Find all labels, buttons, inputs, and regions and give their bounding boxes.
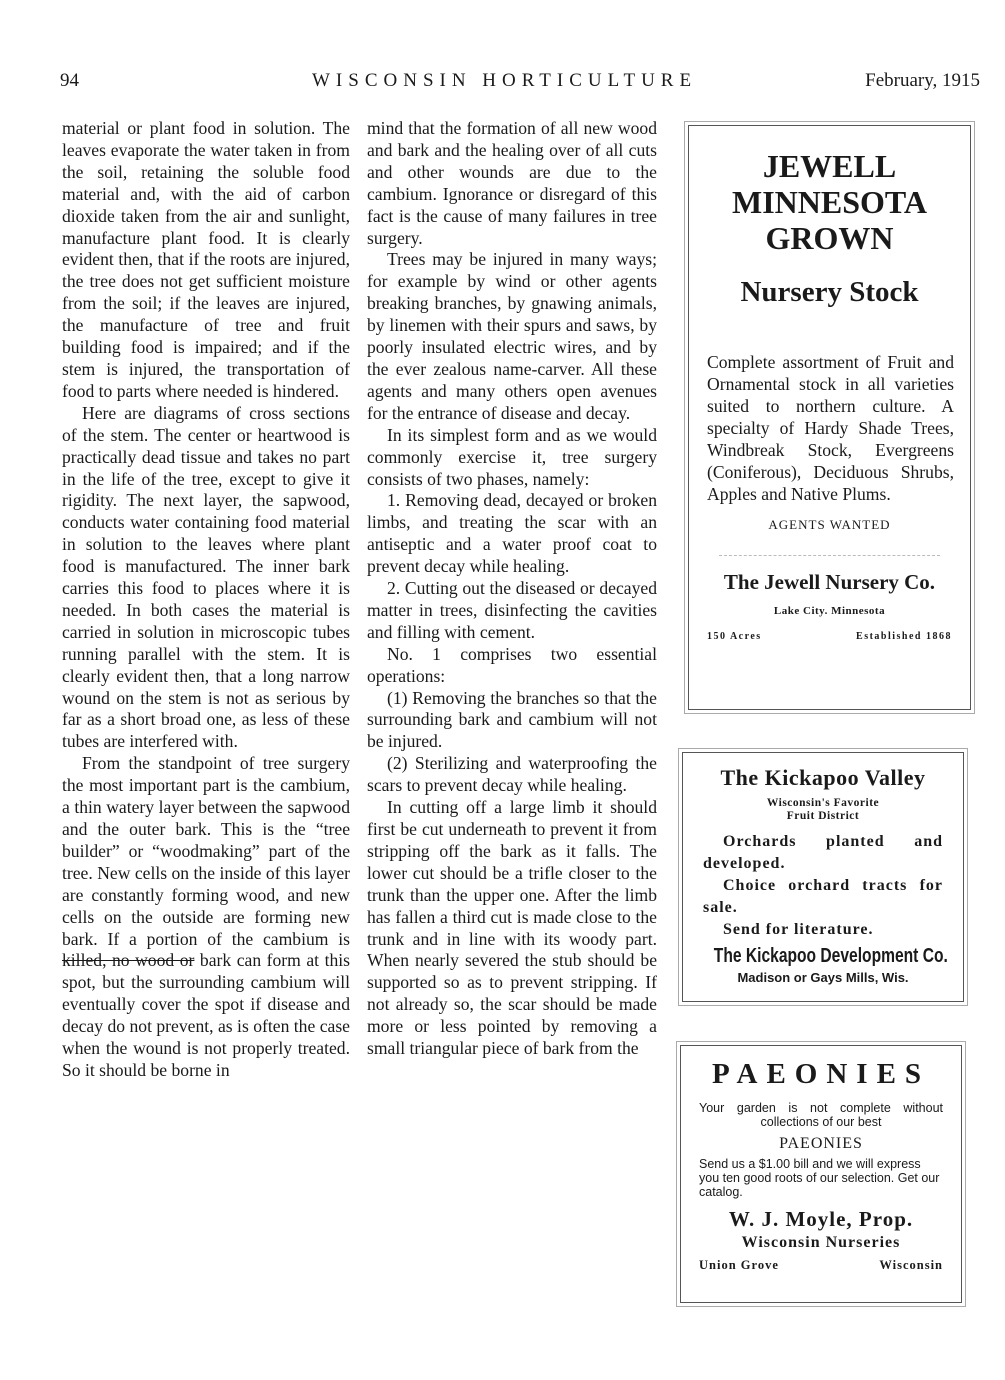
paragraph: In cutting off a large limb it should first be cut underneath to prevent it from stripping off the bark as it falls. The lower cut should be a trifle closer to the trunk than the upper one. After the limb has fallen a third cut is made close to the trunk and in line with its woody part. When nearly severed the stub should be supported so as to prevent stripping. If not already so, the scar should be made more or less pointed by removing a small triangular piece of bark from the xyxy=(367,797,657,1059)
established: Established 1868 xyxy=(856,631,952,642)
ad-footer xyxy=(699,1258,943,1273)
divider xyxy=(719,555,940,556)
paeonies-ad xyxy=(680,1045,962,1303)
ad-headline: MINNESOTA xyxy=(732,184,927,220)
town: Union Grove xyxy=(699,1258,779,1272)
paragraph: (2) Sterilizing and waterproofing the scars to prevent decay while healing. xyxy=(367,753,657,796)
journal-title: WISCONSIN HORTICULTURE xyxy=(312,70,698,91)
nursery-name: Wisconsin Nurseries xyxy=(741,1234,901,1251)
acreage: 150 Acres xyxy=(707,631,762,642)
kickapoo-valley-ad xyxy=(682,752,964,1002)
ad-headline: The Kickapoo Valley xyxy=(720,765,926,790)
jewell-nursery-ad xyxy=(688,125,971,710)
paragraph: 2. Cutting out the diseased or decayed matter in trees, disinfecting the cavities and filling with cement. xyxy=(367,578,657,642)
ad-body: Your garden is not complete without collections of our best xyxy=(699,1101,943,1129)
subheadline-line: Fruit District xyxy=(786,810,860,822)
paragraph-text: From the standpoint of tree surgery the most important part is the cambium, a thin watery layer between the sapwood and the outer bark. This is the “tree builder” or “woodmaking” part of the tree. New cells on the inside of this layer are constantly forming wood, and new cells on the outside are forming new bark. If a portion of the cambium is xyxy=(62,753,350,949)
state: Wisconsin xyxy=(879,1258,943,1272)
proprietor-name: W. J. Moyle, Prop. xyxy=(728,1207,914,1231)
paragraph: In its simplest form and as we would commonly exercise it, tree surgery consists of two phases, namely: xyxy=(367,424,657,489)
ad-subheadline: Nursery Stock xyxy=(740,276,919,308)
company-name: The Jewell Nursery Co. xyxy=(723,570,936,594)
agents-wanted: AGENTS WANTED xyxy=(768,517,891,532)
company-city: Lake City. Minnesota xyxy=(773,605,886,617)
ad-line: Send for literature. xyxy=(723,921,874,938)
ad-body: Complete assortment of Fruit and Ornamental stock in all varieties suited to northern culture. A specialty of Hardy Shade Trees, Windbreak Stock, Evergreens (Coniferous), Deciduous Shrubs, Apples and Native Plums. xyxy=(707,352,954,504)
page-header xyxy=(50,70,980,100)
paragraph: material or plant food in solution. The leaves evaporate the water taken in from the soil, retaining the soluble food material and, with the aid of carbon dioxide taken from the air and sunlight, manufacture plant food. It is clearly evident then, that if the roots are injured, the tree does not get sufficient moisture from the soil; if the leaves are injured, the manufacture of tree and fruit building food is impaired; and if the stem is injured, the transportation of food to parts where needed is hindered. xyxy=(62,118,350,401)
ad-footer xyxy=(707,631,952,642)
paragraph: No. 1 comprises two essential operations: xyxy=(367,643,657,686)
ad-subheadline xyxy=(683,797,963,823)
company-name: The Kickapoo Development Co. xyxy=(713,945,948,967)
article-column-1 xyxy=(62,118,350,1082)
article-column-2 xyxy=(367,118,657,1060)
paragraph: mind that the formation of all new wood and bark and the healing over of all cuts and other wounds are due to the cambium. Ignorance or disregard of this fact is the cause of many failures in tree surgery. xyxy=(367,118,657,248)
paragraph: Here are diagrams of cross sections of the stem. The center or heartwood is practically dead tissue and takes no part in the life of the tree, except to give it rigidity. The next layer, the sapwood, conducts water containing food material in solution to the leaves where plant food is manufactured. The inner bark carries this food to places where it is needed. In both cases the material is carried in solution in microscopic tubes running parallel with the stem. It is clearly evident then, that a long narrow wound on the stem is not as serious by far as a short broad one, as less of these tubes are interfered with. xyxy=(62,402,350,752)
issue-date: February, 1915 xyxy=(865,70,980,91)
paragraph xyxy=(62,753,350,1082)
ad-line: Choice orchard tracts for sale. xyxy=(703,877,943,916)
page-number: 94 xyxy=(60,70,79,91)
paragraph-text: bark can form at this spot, but the surrounding cambium will eventually cover the spot if disease and decay do not prevent, as is often the case when the wound is not properly treated. So it should be borne in xyxy=(62,950,351,1080)
ad-body: Send us a $1.00 bill and we will express you ten good roots of our selection. Get our catalog. xyxy=(699,1157,940,1199)
company-address: Madison or Gays Mills, Wis. xyxy=(737,970,909,985)
struck-text: killed, no wood or xyxy=(62,950,195,971)
paragraph: 1. Removing dead, decayed or broken limbs, and treating the scar with an antiseptic and a water proof coat to prevent decay while healing. xyxy=(367,490,657,577)
ad-subheadline: PAEONIES xyxy=(779,1135,863,1152)
subheadline-line: Wisconsin's Favorite xyxy=(766,797,880,809)
ad-headline: PAEONIES xyxy=(711,1058,931,1090)
paragraph: (1) Removing the branches so that the surrounding bark and cambium will not be injured. xyxy=(367,687,657,752)
ad-line: Orchards planted and developed. xyxy=(703,833,943,872)
paragraph: Trees may be injured in many ways; for example by wind or other agents breaking branches, by gnawing animals, by linemen with their spurs and saws, by poorly insulated electric wires, and by the ever zealous name-carver. All these agents and many others open avenues for the entrance of disease and decay. xyxy=(367,249,657,423)
ad-body xyxy=(703,831,943,941)
ad-headline: JEWELL xyxy=(762,148,897,184)
ad-headline: GROWN xyxy=(765,220,894,256)
